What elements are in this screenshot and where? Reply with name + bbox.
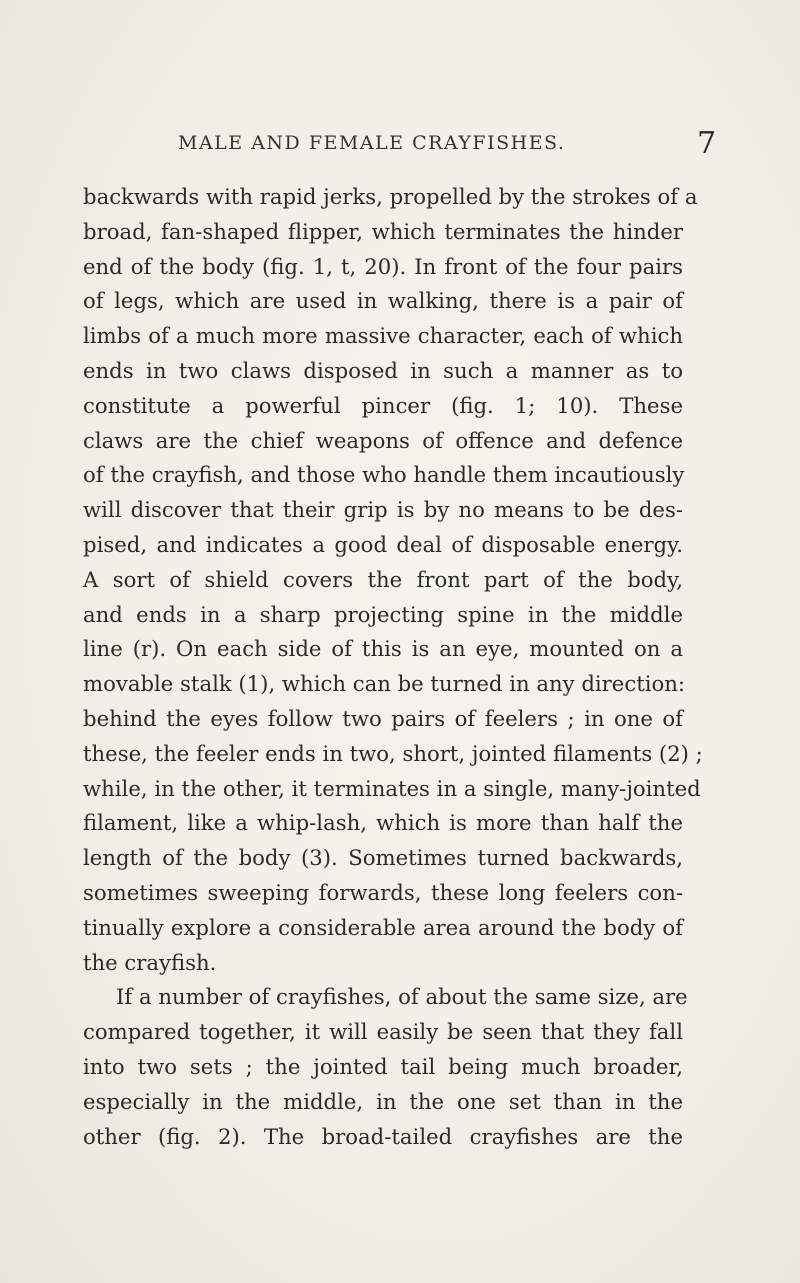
text-line: If a number of crayfishes, of about the same size, are: [116, 984, 688, 1010]
text-line: into two sets ; the jointed tail being much broader,: [83, 1053, 683, 1079]
text-line: end of the body (fig. 1, t, 20). In front of the four pairs: [83, 253, 683, 279]
text-line: compared together, it will easily be seen that they fall: [83, 1019, 683, 1045]
page-number: 7: [697, 126, 717, 161]
text-line: the crayfish.: [83, 949, 217, 975]
text-line: pised, and indicates a good deal of disposable energy.: [83, 531, 683, 557]
text-line: claws are the chief weapons of offence and defence: [83, 427, 683, 453]
text-line: of legs, which are used in walking, there is a pair of: [83, 288, 683, 314]
text-line: line (r). On each side of this is an eye, mounted on a: [83, 636, 683, 662]
text-line: while, in the other, it terminates in a single, many-jointed: [83, 775, 701, 801]
text-line: of the crayfish, and those who handle them incautiously: [83, 462, 685, 488]
running-head: MALE AND FEMALE CRAYFISHES.: [178, 132, 566, 154]
text-line: filament, like a whip-lash, which is more than half the: [83, 810, 683, 836]
text-line: especially in the middle, in the one set than in the: [83, 1088, 683, 1114]
text-line: will discover that their grip is by no means to be des-: [83, 497, 683, 523]
text-line: broad, fan-shaped flipper, which terminates the hinder: [83, 218, 683, 244]
text-line: tinually explore a considerable area around the body of: [83, 914, 683, 940]
text-line: length of the body (3). Sometimes turned backwards,: [83, 845, 683, 871]
text-line: other (fig. 2). The broad-tailed crayfishes are the: [83, 1123, 683, 1149]
text-line: sometimes sweeping forwards, these long feelers con-: [83, 879, 683, 905]
text-line: movable stalk (1), which can be turned in any direction:: [83, 671, 686, 697]
text-line: backwards with rapid jerks, propelled by the strokes of a: [83, 184, 698, 209]
page-header: [0, 126, 800, 172]
text-line: these, the feeler ends in two, short, jointed filaments (2) ;: [83, 740, 703, 766]
text-line: and ends in a sharp projecting spine in the middle: [83, 601, 683, 627]
text-line: limbs of a much more massive character, each of which: [83, 323, 683, 349]
text-line: ends in two claws disposed in such a manner as to: [83, 357, 683, 383]
text-line: behind the eyes follow two pairs of feelers ; in one of: [83, 705, 683, 731]
text-line: A sort of shield covers the front part of the body,: [83, 566, 683, 592]
body-text: [83, 180, 703, 1154]
text-line: constitute a powerful pincer (fig. 1; 10). These: [83, 392, 683, 418]
